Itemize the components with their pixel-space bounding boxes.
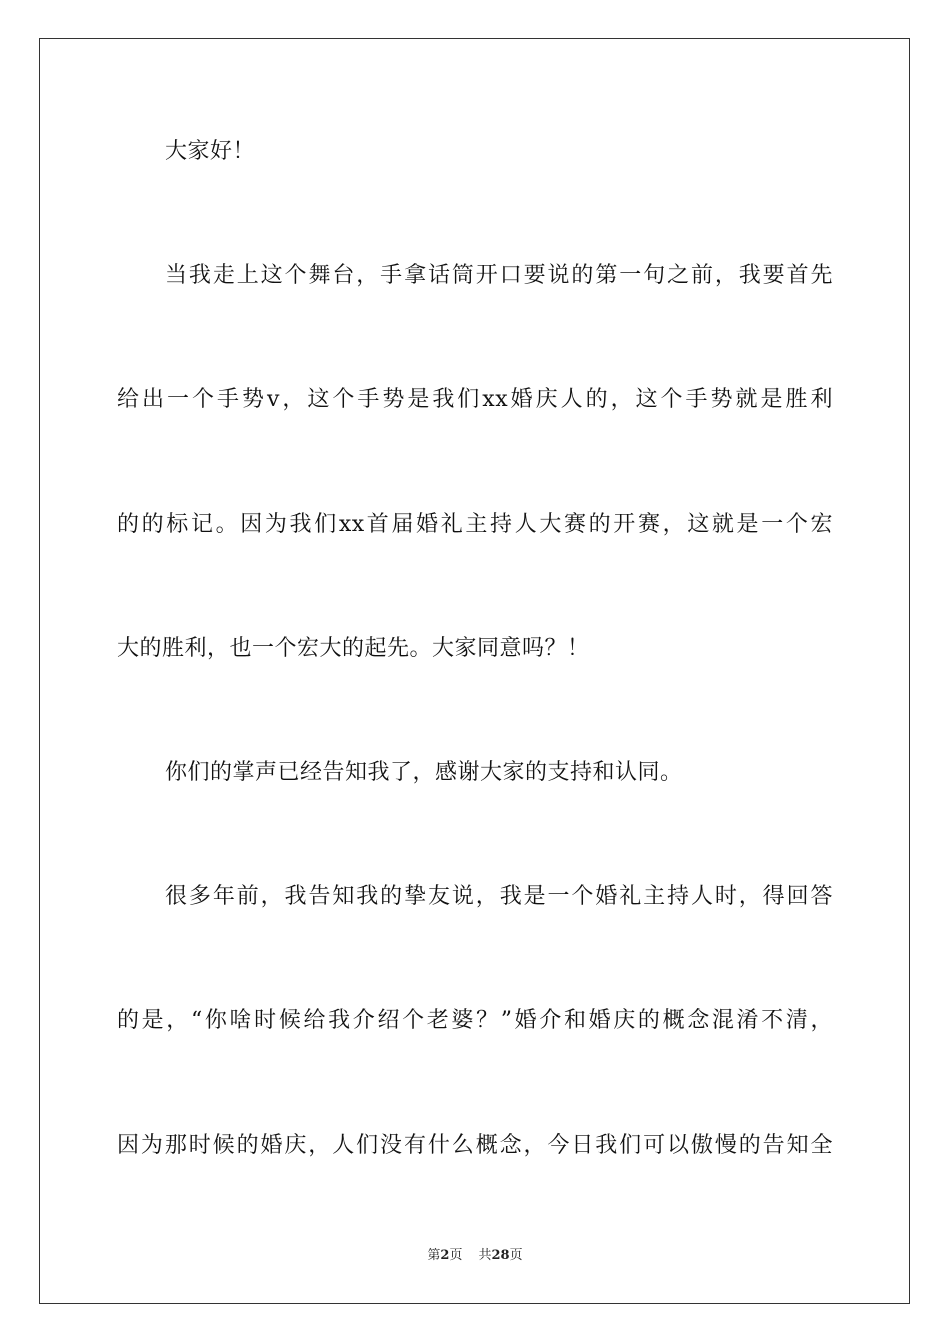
paragraph-line-greeting: 大家好！ [165,139,256,164]
page-footer [0,1246,950,1266]
page-label-prefix: 第 [427,1248,441,1263]
page-number: 2 [440,1248,450,1263]
paragraph-line: 因为那时候的婚庆，人们没有什么概念，今日我们可以傲慢的告知全 [117,1133,833,1158]
paragraph-line: 的是，“你啥时候给我介绍个老婆？”婚介和婚庆的概念混淆不清， [117,1008,833,1033]
total-pages: 28 [491,1248,510,1263]
paragraph-line: 的的标记。因为我们xx首届婚礼主持人大赛的开赛，这就是一个宏 [117,512,833,537]
paragraph-line: 你们的掌声已经告知我了，感谢大家的支持和认同。 [165,760,683,785]
page-label-suffix: 页 [449,1248,463,1263]
total-label-prefix: 共 [478,1248,492,1263]
paragraph-line: 当我走上这个舞台，手拿话筒开口要说的第一句之前，我要首先 [165,263,833,288]
paragraph-line: 给出一个手势v，这个手势是我们xx婚庆人的，这个手势就是胜利 [117,387,833,412]
paragraph-line: 大的胜利，也一个宏大的起先。大家同意吗？！ [117,636,590,661]
paragraph-line: 很多年前，我告知我的挚友说，我是一个婚礼主持人时，得回答 [165,884,833,909]
page-border [39,38,910,1304]
total-label-suffix: 页 [509,1248,523,1263]
